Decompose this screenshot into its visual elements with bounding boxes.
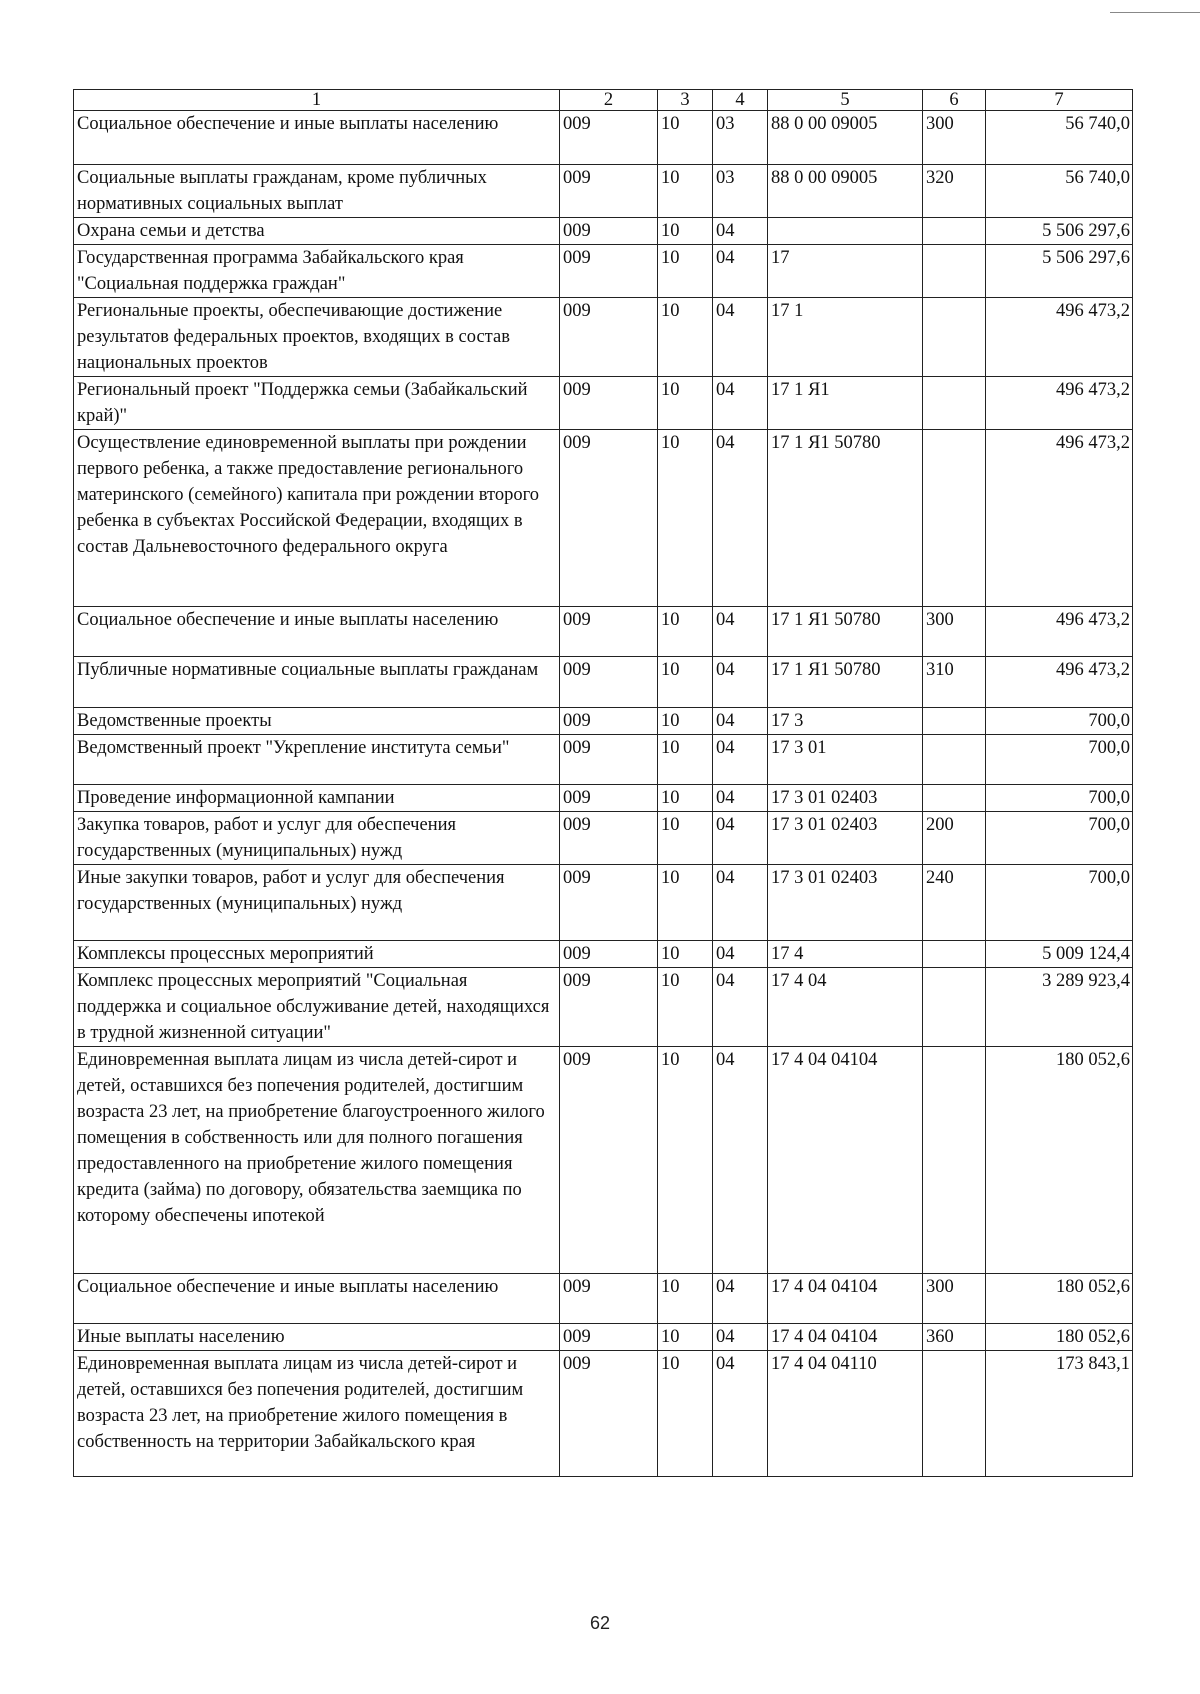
code-cell-5: 17 3 01 02403 (768, 785, 923, 812)
code-cell-3: 10 (658, 968, 713, 1047)
code-cell-6 (923, 245, 986, 298)
code-cell-2: 009 (560, 941, 658, 968)
code-cell-2: 009 (560, 245, 658, 298)
amount-cell: 700,0 (986, 865, 1133, 941)
code-cell-2: 009 (560, 1047, 658, 1274)
row-name-cell: Социальное обеспечение и иные выплаты населению (74, 111, 560, 165)
row-name-cell: Комплексы процессных мероприятий (74, 941, 560, 968)
code-cell-2: 009 (560, 865, 658, 941)
row-name-cell: Государственная программа Забайкальского края "Социальная поддержка граждан" (74, 245, 560, 298)
row-name-cell: Единовременная выплата лицам из числа детей-сирот и детей, оставшихся без попечения родителей, достигшим возраста 23 лет, на приобретение жилого помещения в собственность на территории Забайкальского края (74, 1351, 560, 1477)
table-row (74, 941, 1133, 968)
amount-cell: 56 740,0 (986, 165, 1133, 218)
code-cell-5 (768, 218, 923, 245)
code-cell-6: 300 (923, 111, 986, 165)
code-cell-6 (923, 1351, 986, 1477)
code-cell-5: 17 3 01 02403 (768, 812, 923, 865)
table-row (74, 245, 1133, 298)
code-cell-2: 009 (560, 968, 658, 1047)
column-header: 2 (560, 90, 658, 111)
code-cell-4: 04 (713, 377, 768, 430)
code-cell-3: 10 (658, 941, 713, 968)
table-row (74, 607, 1133, 657)
code-cell-5: 17 4 04 04104 (768, 1274, 923, 1324)
amount-cell: 496 473,2 (986, 657, 1133, 708)
column-header: 6 (923, 90, 986, 111)
code-cell-6: 240 (923, 865, 986, 941)
code-cell-2: 009 (560, 812, 658, 865)
code-cell-3: 10 (658, 430, 713, 607)
code-cell-3: 10 (658, 735, 713, 785)
code-cell-6: 300 (923, 607, 986, 657)
code-cell-5: 17 (768, 245, 923, 298)
table-row (74, 968, 1133, 1047)
amount-cell: 700,0 (986, 708, 1133, 735)
code-cell-5: 17 3 01 02403 (768, 865, 923, 941)
amount-cell: 700,0 (986, 735, 1133, 785)
code-cell-3: 10 (658, 111, 713, 165)
code-cell-4: 03 (713, 111, 768, 165)
code-cell-5: 17 1 Я1 50780 (768, 657, 923, 708)
row-name-cell: Социальное обеспечение и иные выплаты населению (74, 607, 560, 657)
table-row (74, 1274, 1133, 1324)
page-number: 62 (589, 1613, 611, 1633)
code-cell-4: 04 (713, 245, 768, 298)
code-cell-5: 17 4 04 04110 (768, 1351, 923, 1477)
code-cell-4: 04 (713, 1351, 768, 1477)
code-cell-2: 009 (560, 298, 658, 377)
table-row (74, 708, 1133, 735)
amount-cell: 3 289 923,4 (986, 968, 1133, 1047)
row-name-cell: Публичные нормативные социальные выплаты гражданам (74, 657, 560, 708)
code-cell-4: 04 (713, 298, 768, 377)
code-cell-2: 009 (560, 111, 658, 165)
amount-cell: 496 473,2 (986, 377, 1133, 430)
code-cell-5: 17 4 04 (768, 968, 923, 1047)
row-name-cell: Единовременная выплата лицам из числа детей-сирот и детей, оставшихся без попечения родителей, достигшим возраста 23 лет, на приобретение благоустроенного жилого помещения в собственность или для полного погашения предоставленного на приобретение жилого помещения кредита (займа) по договору, обязательства заемщика по которому обеспечены ипотекой (74, 1047, 560, 1274)
column-header: 4 (713, 90, 768, 111)
row-name-cell: Закупка товаров, работ и услуг для обеспечения государственных (муниципальных) нужд (74, 812, 560, 865)
code-cell-3: 10 (658, 785, 713, 812)
row-name-cell: Региональные проекты, обеспечивающие достижение результатов федеральных проектов, входящих в состав национальных проектов (74, 298, 560, 377)
row-name-cell: Иные выплаты населению (74, 1324, 560, 1351)
code-cell-6: 310 (923, 657, 986, 708)
amount-cell: 180 052,6 (986, 1047, 1133, 1274)
code-cell-4: 04 (713, 1324, 768, 1351)
table-row (74, 430, 1133, 607)
code-cell-2: 009 (560, 785, 658, 812)
code-cell-3: 10 (658, 1047, 713, 1274)
table-row (74, 377, 1133, 430)
table-row (74, 657, 1133, 708)
code-cell-6 (923, 430, 986, 607)
code-cell-3: 10 (658, 657, 713, 708)
code-cell-4: 04 (713, 218, 768, 245)
table-row (74, 1351, 1133, 1477)
scan-edge-line (1110, 12, 1200, 13)
table-header-row (74, 90, 1133, 111)
code-cell-6 (923, 708, 986, 735)
code-cell-3: 10 (658, 865, 713, 941)
code-cell-6 (923, 735, 986, 785)
code-cell-2: 009 (560, 708, 658, 735)
code-cell-3: 10 (658, 1274, 713, 1324)
code-cell-3: 10 (658, 708, 713, 735)
code-cell-2: 009 (560, 430, 658, 607)
code-cell-4: 04 (713, 785, 768, 812)
table-row (74, 165, 1133, 218)
code-cell-2: 009 (560, 377, 658, 430)
code-cell-6 (923, 1047, 986, 1274)
code-cell-5: 17 3 (768, 708, 923, 735)
table-row (74, 785, 1133, 812)
row-name-cell: Ведомственный проект "Укрепление института семьи" (74, 735, 560, 785)
column-header: 3 (658, 90, 713, 111)
code-cell-2: 009 (560, 218, 658, 245)
code-cell-6 (923, 377, 986, 430)
code-cell-5: 17 1 (768, 298, 923, 377)
row-name-cell: Проведение информационной кампании (74, 785, 560, 812)
amount-cell: 180 052,6 (986, 1274, 1133, 1324)
code-cell-2: 009 (560, 657, 658, 708)
code-cell-4: 04 (713, 430, 768, 607)
column-header: 7 (986, 90, 1133, 111)
amount-cell: 5 009 124,4 (986, 941, 1133, 968)
table-row (74, 812, 1133, 865)
code-cell-3: 10 (658, 1324, 713, 1351)
amount-cell: 700,0 (986, 785, 1133, 812)
code-cell-4: 04 (713, 708, 768, 735)
code-cell-3: 10 (658, 377, 713, 430)
code-cell-5: 88 0 00 09005 (768, 165, 923, 218)
code-cell-5: 88 0 00 09005 (768, 111, 923, 165)
table-row (74, 298, 1133, 377)
code-cell-4: 04 (713, 607, 768, 657)
code-cell-2: 009 (560, 735, 658, 785)
code-cell-6 (923, 941, 986, 968)
code-cell-4: 04 (713, 735, 768, 785)
code-cell-3: 10 (658, 812, 713, 865)
code-cell-5: 17 1 Я1 (768, 377, 923, 430)
row-name-cell: Охрана семьи и детства (74, 218, 560, 245)
code-cell-6 (923, 218, 986, 245)
amount-cell: 496 473,2 (986, 430, 1133, 607)
table-row (74, 865, 1133, 941)
code-cell-5: 17 1 Я1 50780 (768, 430, 923, 607)
table-row (74, 218, 1133, 245)
code-cell-4: 04 (713, 1274, 768, 1324)
table-row (74, 735, 1133, 785)
amount-cell: 5 506 297,6 (986, 218, 1133, 245)
table-row (74, 1324, 1133, 1351)
code-cell-5: 17 4 (768, 941, 923, 968)
column-header: 1 (74, 90, 560, 111)
row-name-cell: Осуществление единовременной выплаты при рождении первого ребенка, а также предоставление регионального материнского (семейного) капитала при рождении второго ребенка в субъектах Российской Федерации, входящих в состав Дальневосточного федерального округа (74, 430, 560, 607)
code-cell-4: 04 (713, 968, 768, 1047)
amount-cell: 700,0 (986, 812, 1133, 865)
code-cell-6: 200 (923, 812, 986, 865)
code-cell-4: 03 (713, 165, 768, 218)
row-name-cell: Ведомственные проекты (74, 708, 560, 735)
amount-cell: 496 473,2 (986, 298, 1133, 377)
code-cell-4: 04 (713, 657, 768, 708)
code-cell-6 (923, 785, 986, 812)
table-row (74, 111, 1133, 165)
code-cell-3: 10 (658, 165, 713, 218)
code-cell-5: 17 4 04 04104 (768, 1047, 923, 1274)
code-cell-6 (923, 968, 986, 1047)
row-name-cell: Иные закупки товаров, работ и услуг для обеспечения государственных (муниципальных) нужд (74, 865, 560, 941)
column-header: 5 (768, 90, 923, 111)
code-cell-6: 300 (923, 1274, 986, 1324)
code-cell-4: 04 (713, 1047, 768, 1274)
row-name-cell: Социальное обеспечение и иные выплаты населению (74, 1274, 560, 1324)
code-cell-2: 009 (560, 1351, 658, 1477)
code-cell-3: 10 (658, 298, 713, 377)
code-cell-4: 04 (713, 812, 768, 865)
amount-cell: 5 506 297,6 (986, 245, 1133, 298)
row-name-cell: Социальные выплаты гражданам, кроме публичных нормативных социальных выплат (74, 165, 560, 218)
code-cell-6: 320 (923, 165, 986, 218)
code-cell-4: 04 (713, 941, 768, 968)
code-cell-2: 009 (560, 165, 658, 218)
budget-table (73, 89, 1133, 1477)
code-cell-2: 009 (560, 1324, 658, 1351)
row-name-cell: Региональный проект "Поддержка семьи (Забайкальский край)" (74, 377, 560, 430)
row-name-cell: Комплекс процессных мероприятий "Социальная поддержка и социальное обслуживание детей, находящихся в трудной жизненной ситуации" (74, 968, 560, 1047)
code-cell-5: 17 4 04 04104 (768, 1324, 923, 1351)
code-cell-5: 17 1 Я1 50780 (768, 607, 923, 657)
code-cell-6: 360 (923, 1324, 986, 1351)
amount-cell: 173 843,1 (986, 1351, 1133, 1477)
code-cell-4: 04 (713, 865, 768, 941)
amount-cell: 180 052,6 (986, 1324, 1133, 1351)
code-cell-3: 10 (658, 218, 713, 245)
code-cell-3: 10 (658, 245, 713, 298)
table-row (74, 1047, 1133, 1274)
code-cell-3: 10 (658, 1351, 713, 1477)
code-cell-2: 009 (560, 1274, 658, 1324)
amount-cell: 56 740,0 (986, 111, 1133, 165)
code-cell-6 (923, 298, 986, 377)
amount-cell: 496 473,2 (986, 607, 1133, 657)
code-cell-3: 10 (658, 607, 713, 657)
code-cell-2: 009 (560, 607, 658, 657)
code-cell-5: 17 3 01 (768, 735, 923, 785)
